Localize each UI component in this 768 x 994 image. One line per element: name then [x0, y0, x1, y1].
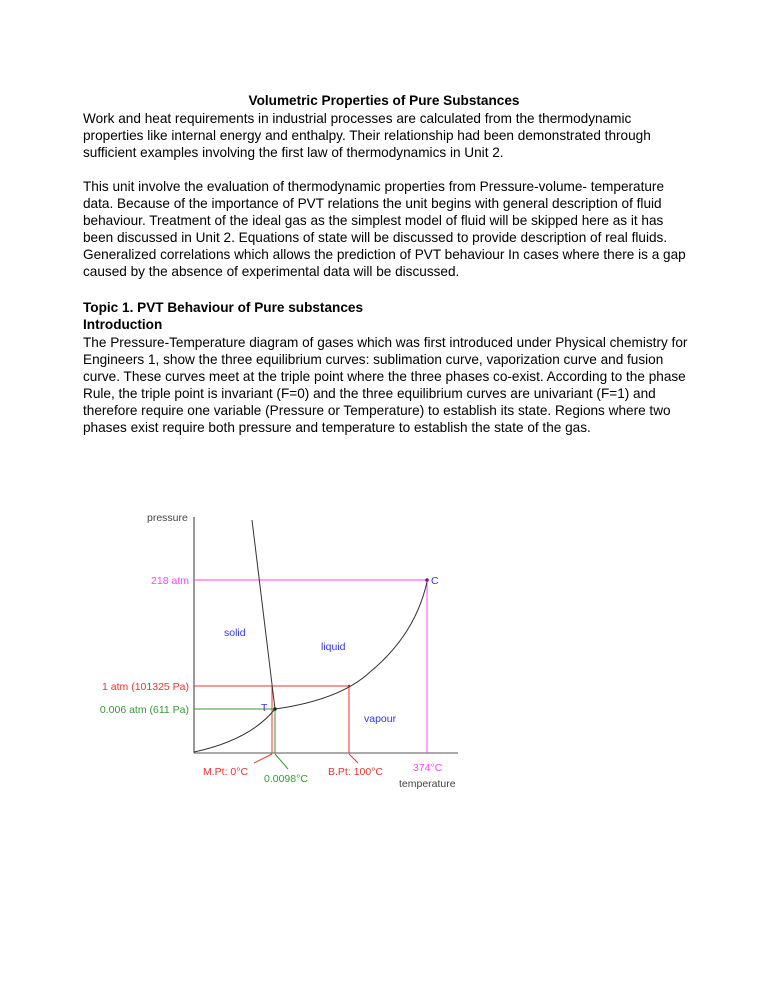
label-triple-pressure: 0.006 atm (611 Pa) [99, 704, 189, 716]
introduction-heading: Introduction [83, 317, 163, 332]
region-vapour: vapour [364, 713, 397, 725]
critical-point-label: C [431, 575, 439, 587]
topic-heading: Topic 1. PVT Behaviour of Pure substances [83, 300, 363, 315]
paragraph-intro: Work and heat requirements in industrial processes are calculated from the thermodynamic properties like internal energy and enthalpy. Their relationship had been demonstrated through sufficient examples involving the first law of thermodynamics in Unit 2. [83, 111, 651, 160]
label-triple-temperature: 0.0098°C [264, 773, 308, 785]
x-axis-label: temperature [399, 778, 456, 790]
paragraph-unit-overview: This unit involve the evaluation of thermodynamic properties from Pressure-volume- temperature data. Because of the importance of PVT relations the unit begins with general description of fluid behaviour. Treatment of the ideal gas as the simplest model of fluid will be skipped here as it has been discussed in Unit 2. Equations of state will be discussed to provide description of real fluids. Generalized correlations which allows the prediction of PVT behaviour In cases where there is a gap caused by the absence of experimental data will be discussed. [83, 179, 686, 279]
sublimation-curve [194, 709, 275, 752]
label-critical-temperature: 374°C [413, 762, 443, 774]
fusion-curve [252, 520, 275, 709]
critical-point [425, 578, 429, 582]
melting-leader [254, 754, 272, 763]
triple-leader [275, 754, 288, 769]
document-title: Volumetric Properties of Pure Substances [248, 93, 520, 108]
label-one-atm: 1 atm (101325 Pa) [102, 681, 189, 693]
label-critical-pressure: 218 atm [151, 575, 189, 587]
boiling-leader [349, 754, 358, 763]
y-axis-label: pressure [147, 512, 188, 524]
label-boiling-point: B.Pt: 100°C [328, 766, 383, 778]
region-solid: solid [224, 627, 246, 639]
triple-point-label: T [261, 702, 268, 714]
boiling-point [348, 685, 350, 687]
region-liquid: liquid [321, 641, 346, 653]
triple-point [273, 707, 277, 711]
vaporization-curve [275, 582, 427, 709]
paragraph-pt-diagram: The Pressure-Temperature diagram of gases which was first introduced under Physical chemistry for Engineers 1, show the three equilibrium curves: sublimation curve, vaporization curve and fusion curve. These curves meet at the triple point where the three phases co-exist. According to the phase Rule, the triple point is invariant (F=0) and the three equilibrium curves are univariant (F=1) and therefore require one variable (Pressure or Temperature) to establish its state. Regions where two phases exist require both pressure and temperature to establish the state of the gas. [83, 335, 688, 435]
label-melting-point: M.Pt: 0°C [203, 766, 249, 778]
